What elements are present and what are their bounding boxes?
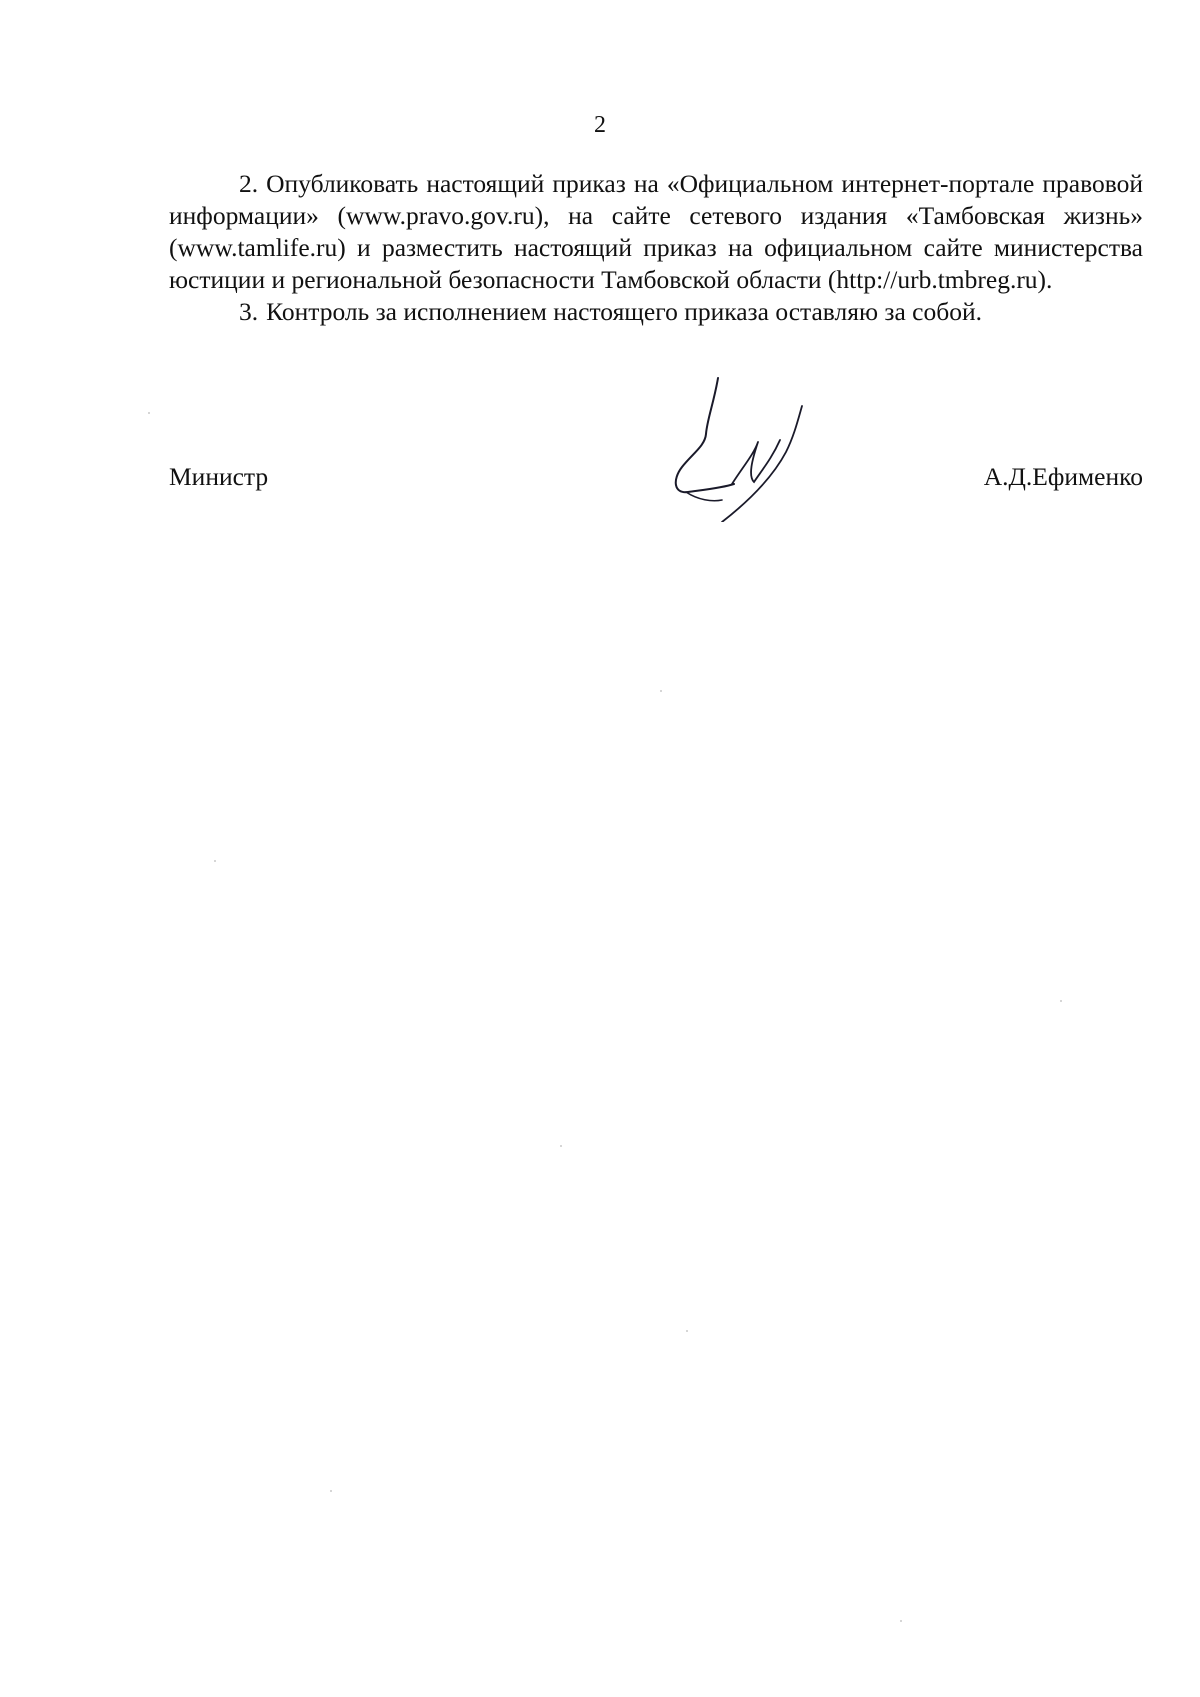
paragraph-3 (169, 296, 1143, 328)
signer-position: Министр (169, 462, 269, 491)
paragraph-text: Опубликовать настоящий приказ на «Официальном интернет-портале правовой информации» (www.pravo.gov.ru), на сайте сетевого издания «Тамбовская жизнь» (www.tamlife.ru) и разместить настоящий приказ на официальном сайте министерства юстиции и региональной безопасности Тамбовской области (http://urb.tmbreg.ru). (169, 169, 1143, 294)
scan-speck (686, 1330, 688, 1332)
signature-block (169, 460, 1143, 500)
signer-name: А.Д.Ефименко (983, 462, 1143, 491)
scan-speck (900, 1620, 902, 1622)
scan-speck (330, 1490, 332, 1492)
document-body (169, 168, 1143, 328)
scan-speck (214, 860, 216, 862)
scan-speck (660, 690, 662, 692)
paragraph-text: Контроль за исполнением настоящего приказа оставляю за собой. (266, 297, 982, 326)
paragraph-2 (169, 168, 1143, 296)
paragraph-number: 3. (239, 297, 259, 326)
page-number: 2 (594, 112, 606, 138)
paragraph-number: 2. (239, 169, 259, 198)
scan-speck (1060, 1000, 1062, 1002)
scan-speck (148, 412, 150, 414)
scan-speck (560, 1145, 562, 1147)
handwritten-signature-icon (662, 372, 822, 522)
